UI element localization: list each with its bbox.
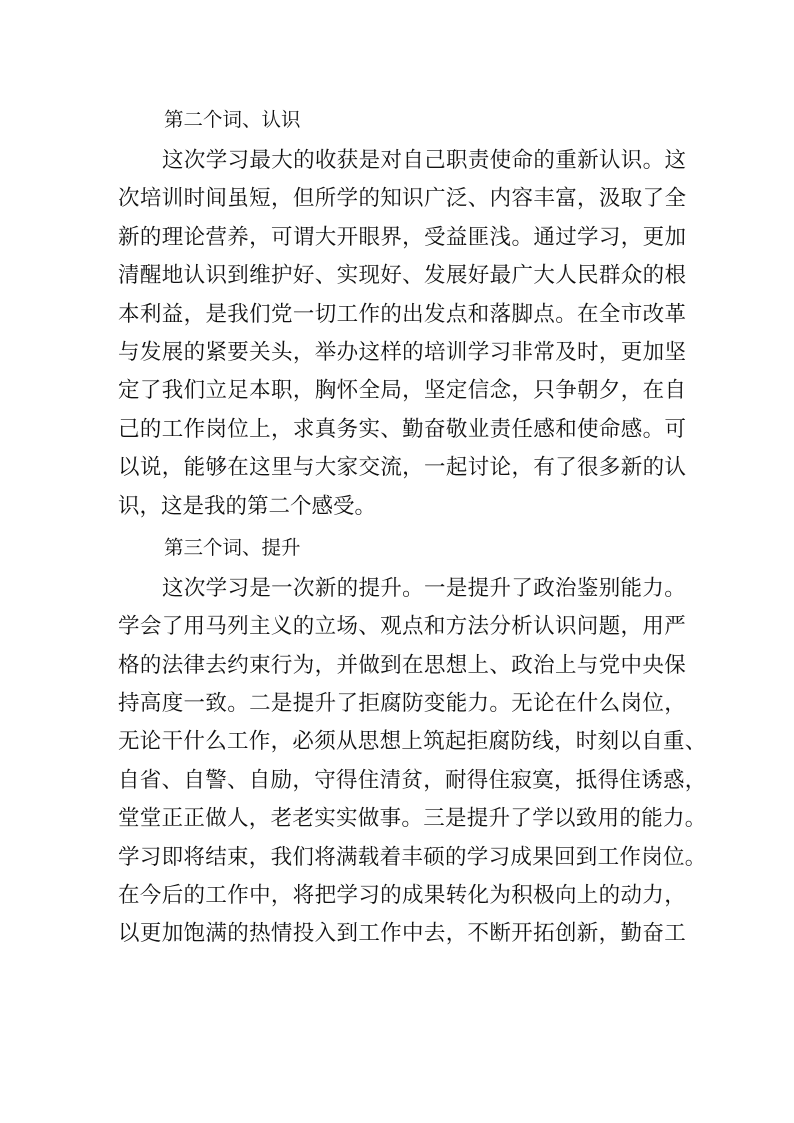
text-line: 以说，能够在这里与大家交流，一起讨论，有了很多新的认 <box>118 455 686 481</box>
text-line: 自省、自警、自励，守得住清贫，耐得住寂寞，抵得住诱惑， <box>118 767 707 793</box>
text-line: 无论干什么工作，必须从思想上筑起拒腐防线，时刻以自重、 <box>118 729 707 755</box>
paragraph-improvement <box>118 570 707 954</box>
text-line: 这次学习最大的收获是对自己职责使命的重新认识。这 <box>162 148 686 173</box>
document-body <box>118 98 707 954</box>
section-heading-improvement: 第三个词、提升 <box>164 535 301 559</box>
paragraph-recognition <box>118 142 686 526</box>
text-line: 定了我们立足本职，胸怀全局，坚定信念，只争朝夕，在自 <box>118 378 686 404</box>
text-line: 新的理论营养，可谓大开眼界，受益匪浅。通过学习，更加 <box>118 224 686 250</box>
text-line: 清醒地认识到维护好、实现好、发展好最广大人民群众的根 <box>118 263 686 289</box>
text-line: 持高度一致。二是提升了拒腐防变能力。无论在什么岗位， <box>118 691 686 717</box>
text-line: 学习即将结束，我们将满载着丰硕的学习成果回到工作岗位。 <box>118 844 707 870</box>
text-line: 以更加饱满的热情投入到工作中去，不断开拓创新，勤奋工 <box>118 921 686 947</box>
text-line: 次培训时间虽短，但所学的知识广泛、内容丰富，汲取了全 <box>118 186 686 212</box>
text-line: 在今后的工作中，将把学习的成果转化为积极向上的动力， <box>118 883 686 909</box>
text-line: 己的工作岗位上，求真务实、勤奋敬业责任感和使命感。可 <box>118 416 686 442</box>
text-line: 学会了用马列主义的立场、观点和方法分析认识问题，用严 <box>118 614 686 640</box>
section-heading-recognition: 第二个词、认识 <box>164 108 301 131</box>
text-line: 堂堂正正做人，老老实实做事。三是提升了学以致用的能力。 <box>118 806 707 832</box>
text-line: 这次学习是一次新的提升。一是提升了政治鉴别能力。 <box>162 575 686 601</box>
text-line: 识，这是我的第二个感受。 <box>118 493 377 519</box>
text-line: 本利益，是我们党一切工作的出发点和落脚点。在全市改革 <box>118 301 686 327</box>
text-line: 格的法律去约束行为，并做到在思想上、政治上与党中央保 <box>118 652 686 678</box>
text-line: 与发展的紧要关头，举办这样的培训学习非常及时，更加坚 <box>118 339 686 365</box>
